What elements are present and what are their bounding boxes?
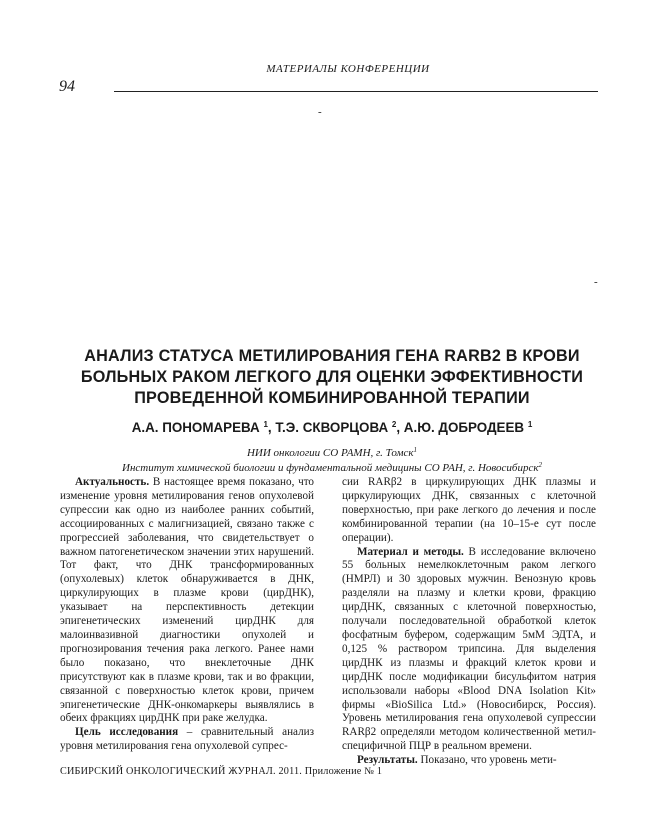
paragraph-lead: Материал и методы. [357,545,464,558]
paragraph-lead: Актуальность. [75,476,150,488]
author-affiliation-mark: 1 [263,420,268,429]
running-header: МАТЕРИАЛЫ КОНФЕРЕНЦИИ [266,63,430,75]
paragraph-lead: Цель исследования [75,726,179,739]
paragraph-text: сии RARβ2 в циркулирующих ДНК плазмы и циркулирующих ДНК, связанных с клеточной поверхностью, при раке легкого до лечения и после комбинированной терапии (на 10–15-е сут после операции). [342,476,596,544]
author-name: А.Ю. ДОБРОДЕЕВ [403,420,525,435]
author-affiliation-mark: 2 [391,420,397,429]
page-number: 94 [59,78,75,95]
affiliation-text: НИИ онкологии СО РАМН, г. Томск [246,447,414,459]
paragraph-text: В настоящее время показано, что изменение уровня метилирования генов опухолевой супрессии как одно из наиболее ранних событий, ассоциированных с малигнизацией, связано также с прогрессией заболевания, что свидетельствует о важном патогенетическом значении этих нарушений. Тот факт, что ДНК трансформированных (опухолевых) клеток обнаруживается в ДНК, циркулирующих в плазме крови (цирДНК), указывает на перспективность детекции эпигенетических изменений цирДНК для малоинвазивной диагностики опухолей и прогнозирования течения рака легкого. Ранее нами было показано, что внеклеточные ДНК присутствуют как в плазме крови, так и во фракции, связанной с поверхностью клеток крови, причем эпигенетические ДНК-онкомаркеры выявлялись в обеих фракциях цирДНК при раке желудка. [60,476,314,725]
paragraph-continued [342,476,596,546]
author-list [60,420,604,435]
stray-dash-mark: - [594,276,598,288]
paragraph-relevance [60,476,314,726]
paragraph-text: – сравнительный анализ уровня метилирования гена опухолевой супрес- [60,726,314,753]
affiliation-2 [60,461,604,474]
author-name: Т.Э. СКВОРЦОВА [275,420,389,435]
paragraph-methods [342,546,596,755]
paragraph-text: В исследование включено 55 больных немелкоклеточным раком легкого (НМРЛ) и 30 здоровых мужчин. Венозную кровь разделяли на плазму и клетки крови, фракцию цирДНК, связанных с клеточной поверхностью, получали последовательной обработкой клеток фосфатным буфером, содержащим 5мМ ЭДТА, и 0,125 % раствором трипсина. Для выделения цирДНК из плазмы и фракций клеток крови и цирДНК после модификации бисульфитом натрия использовали наборы «Blood DNA Isolation Kit» фирмы «BioSilica Ltd.» (Новосибирск, Россия). Уровень метилирования гена опухолевой супрессии RARβ2 определяли методом количественной метил-специфичной ПЦР в реальном времени. [342,545,596,753]
affiliation-mark: 2 [538,461,542,469]
article-title [60,346,604,409]
title-line: АНАЛИЗ СТАТУСА МЕТИЛИРОВАНИЯ ГЕНА RARB2 В КРОВИ [84,347,580,365]
header-rule [114,91,598,92]
author-separator: , [267,420,272,435]
paragraph-text: Показано, что уровень мети- [417,754,557,767]
affiliation-1 [60,446,604,459]
author-separator: , [396,420,401,435]
left-column [60,476,314,754]
paragraph-lead: Результаты. [357,754,418,767]
affiliation-mark: 1 [413,446,418,454]
title-line: БОЛЬНЫХ РАКОМ ЛЕГКОГО ДЛЯ ОЦЕНКИ ЭФФЕКТИВНОСТИ [80,368,584,386]
title-line: ПРОВЕДЕННОЙ КОМБИНИРОВАННОЙ ТЕРАПИИ [134,389,530,407]
journal-footer: СИБИРСКИЙ ОНКОЛОГИЧЕСКИЙ ЖУРНАЛ. 2011. Приложение № 1 [60,766,383,777]
affiliation-text: Институт химической биологии и фундаментальной медицины СО РАН, г. Новосибирск [122,462,539,474]
right-column [342,476,596,768]
paragraph-aim [60,726,314,754]
stray-dash-mark: - [318,106,322,118]
author-affiliation-mark: 1 [527,420,533,429]
author-name: А.А. ПОНОМАРЕВА [131,420,260,435]
